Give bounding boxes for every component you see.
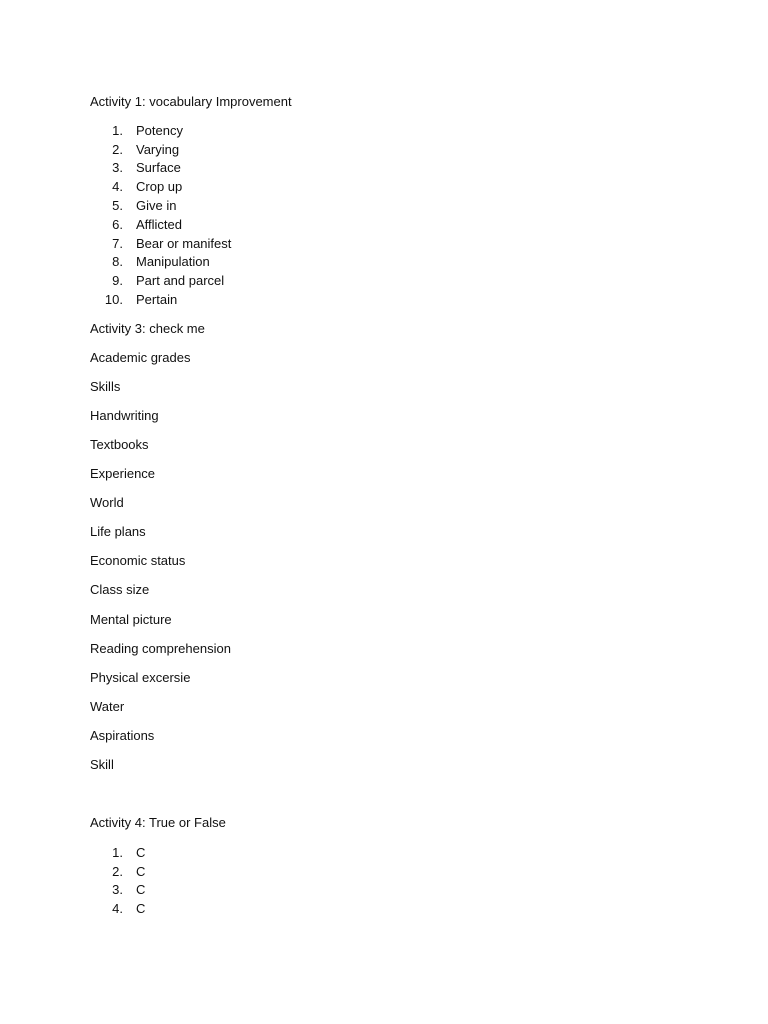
activity-4-heading: Activity 4: True or False [90, 815, 226, 830]
vocab-item: Manipulation [136, 254, 210, 269]
check-item: Handwriting [90, 408, 159, 423]
activity-3-heading: Activity 3: check me [90, 321, 205, 336]
answer-item: C [136, 845, 146, 860]
check-item: Skill [90, 757, 114, 772]
answer-item: C [136, 864, 146, 879]
list-number: 4. [112, 179, 123, 194]
check-item: Mental picture [90, 612, 172, 627]
vocab-item: Bear or manifest [136, 236, 232, 251]
check-item: Physical excersie [90, 670, 191, 685]
list-number: 2. [112, 864, 123, 879]
list-number: 10. [104, 292, 123, 307]
list-number: 1. [112, 123, 123, 138]
activity-1-heading: Activity 1: vocabulary Improvement [90, 94, 292, 109]
check-item: Water [90, 699, 125, 714]
answer-item: C [136, 901, 146, 916]
vocab-item: Potency [136, 123, 183, 138]
list-number: 3. [112, 882, 123, 897]
check-item: Reading comprehension [90, 641, 231, 656]
list-number: 9. [112, 273, 123, 288]
list-number: 4. [112, 901, 123, 916]
check-item: Academic grades [90, 350, 191, 365]
answer-item: C [136, 882, 146, 897]
check-item: Aspirations [90, 728, 155, 743]
check-item: World [90, 495, 124, 510]
check-item: Life plans [90, 524, 146, 539]
list-number: 7. [112, 236, 123, 251]
vocab-item: Part and parcel [136, 273, 225, 288]
list-number: 3. [112, 160, 123, 175]
vocab-item: Give in [136, 198, 177, 213]
check-item: Economic status [90, 553, 186, 568]
list-number: 5. [112, 198, 123, 213]
list-number: 2. [112, 142, 123, 157]
vocab-item: Varying [136, 142, 180, 157]
check-item: Textbooks [90, 437, 149, 452]
vocab-item: Surface [136, 160, 181, 175]
check-item: Class size [90, 582, 150, 597]
vocab-item: Afflicted [136, 217, 183, 232]
list-number: 8. [112, 254, 123, 269]
list-number: 1. [112, 845, 123, 860]
vocab-item: Crop up [136, 179, 183, 194]
vocab-item: Pertain [136, 292, 178, 307]
check-item: Skills [90, 379, 121, 394]
check-item: Experience [90, 466, 156, 481]
list-number: 6. [112, 217, 123, 232]
